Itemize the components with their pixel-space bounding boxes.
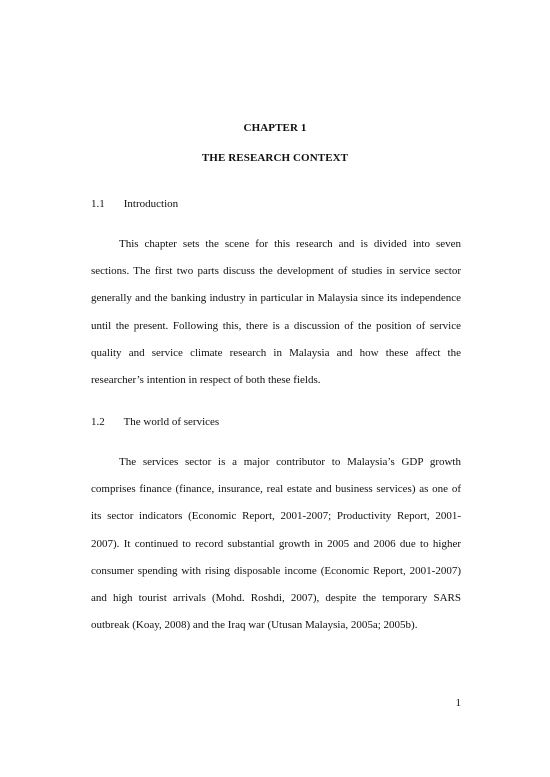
introduction-paragraph: This chapter sets the scene for this research and is divided into seven sections. The first two parts discuss the development of studies in service sector generally and the banking industry in particular in Malaysia since its independence until the present. Following this, there is a discussion of the position of service quality and service climate research in Malaysia and how these affect the researcher’s intention in respect of both these fields. [91,238,461,387]
chapter-label: CHAPTER 1 [243,122,307,134]
section-number: 1.2 [91,416,105,428]
chapter-title: THE RESEARCH CONTEXT [201,152,349,164]
section-title: Introduction [123,198,179,210]
section-heading-world-of-services [91,416,219,428]
section-title: The world of services [123,416,220,428]
page-number: 1 [455,697,461,709]
section-number: 1.1 [91,198,105,210]
section-heading-introduction [91,198,178,210]
world-of-services-paragraph: The services sector is a major contributor to Malaysia’s GDP growth comprises finance (finance, insurance, real estate and business services) as one of its sector indicators (Economic Report, 2001-2007; Productivity Report, 2001-2007). It continued to record substantial growth in 2005 and 2006 due to higher consumer spending with rising disposable income (Economic Report, 2001-2007) and high tourist arrivals (Mohd. Roshdi, 2007), despite the temporary SARS outbreak (Koay, 2008) and the Iraq war (Utusan Malaysia, 2005a; 2005b). [91,456,461,632]
